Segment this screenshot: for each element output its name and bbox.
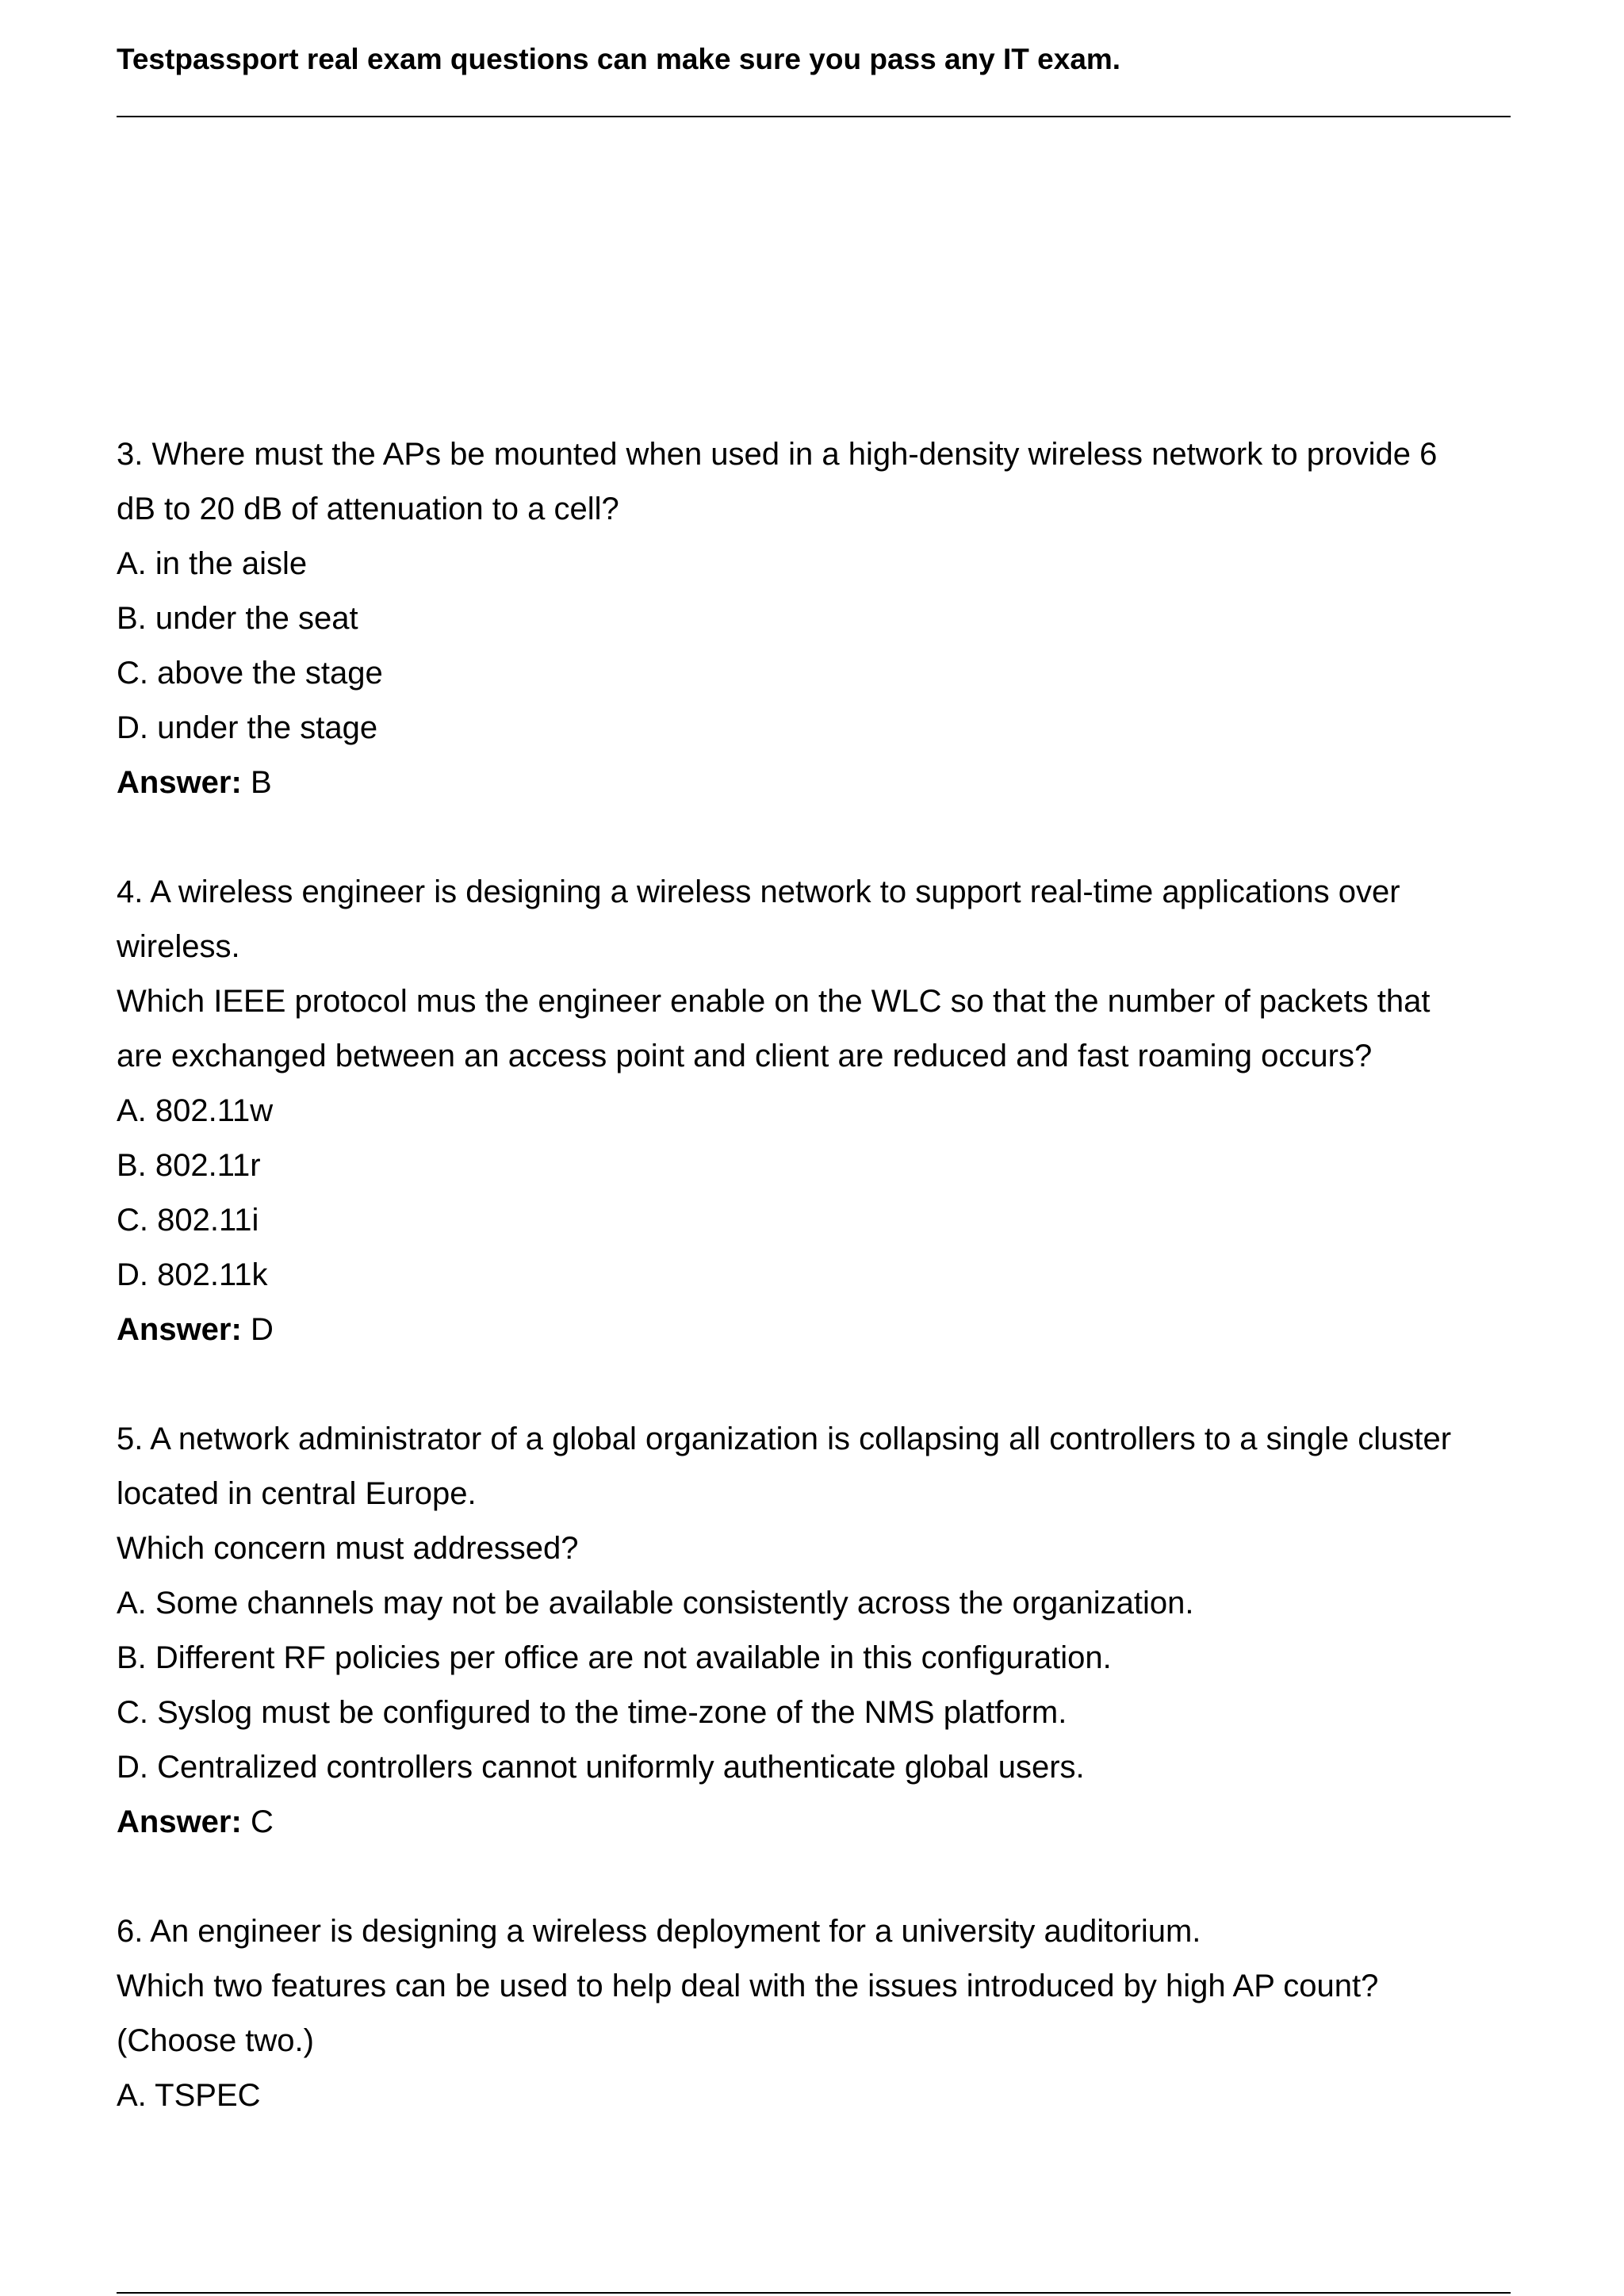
- question-6: [117, 1904, 1511, 2123]
- question-3: [117, 427, 1511, 810]
- answer-option: A. in the aisle: [117, 546, 308, 581]
- questions-content: [117, 427, 1511, 2123]
- answer-label: Answer:: [117, 765, 242, 800]
- answer-option: D. Centralized controllers cannot uniformly authenticate global users.: [117, 1750, 1085, 1785]
- answer-line: [117, 756, 1511, 810]
- question-4: [117, 865, 1511, 1357]
- answer-line: [117, 1795, 1511, 1850]
- answer-value: B: [250, 765, 272, 800]
- question-text: Which two features can be used to help deal with the issues introduced by high AP count?: [117, 1969, 1379, 2003]
- question-text: 5. A network administrator of a global organization is collapsing all controllers to a single cluster: [117, 1422, 1452, 1456]
- answer-option: C. above the stage: [117, 656, 383, 691]
- answer-option: B. Different RF policies per office are not available in this configuration.: [117, 1640, 1112, 1675]
- answer-option: A. 802.11w: [117, 1093, 274, 1128]
- question-text: Which concern must addressed?: [117, 1531, 579, 1566]
- answer-option: B. 802.11r: [117, 1148, 261, 1183]
- footer-divider: [117, 2292, 1511, 2294]
- answer-option: C. Syslog must be configured to the time-zone of the NMS platform.: [117, 1695, 1067, 1730]
- answer-option: A. TSPEC: [117, 2078, 261, 2113]
- question-5: [117, 1412, 1511, 1850]
- header-divider: [117, 116, 1511, 117]
- answer-value: C: [250, 1804, 274, 1839]
- question-text: dB to 20 dB of attenuation to a cell?: [117, 492, 619, 526]
- question-text: (Choose two.): [117, 2023, 314, 2058]
- answer-value: D: [250, 1312, 274, 1347]
- answer-option: C. 802.11i: [117, 1203, 259, 1238]
- answer-option: D. 802.11k: [117, 1257, 268, 1292]
- question-text: wireless.: [117, 929, 240, 964]
- answer-option: D. under the stage: [117, 710, 378, 745]
- page-header: Testpassport real exam questions can make sure you pass any IT exam.: [117, 43, 1121, 75]
- question-text: are exchanged between an access point and client are reduced and fast roaming occurs?: [117, 1039, 1373, 1073]
- question-text: located in central Europe.: [117, 1476, 477, 1511]
- answer-label: Answer:: [117, 1312, 242, 1347]
- question-text: 4. A wireless engineer is designing a wireless network to support real-time applications over: [117, 874, 1400, 909]
- answer-option: A. Some channels may not be available consistently across the organization.: [117, 1586, 1194, 1621]
- question-text: 6. An engineer is designing a wireless deployment for a university auditorium.: [117, 1914, 1201, 1949]
- answer-option: B. under the seat: [117, 601, 358, 636]
- answer-label: Answer:: [117, 1804, 242, 1839]
- question-text: 3. Where must the APs be mounted when used in a high-density wireless network to provide 6: [117, 437, 1438, 472]
- question-text: Which IEEE protocol mus the engineer enable on the WLC so that the number of packets that: [117, 984, 1431, 1019]
- answer-line: [117, 1303, 1511, 1357]
